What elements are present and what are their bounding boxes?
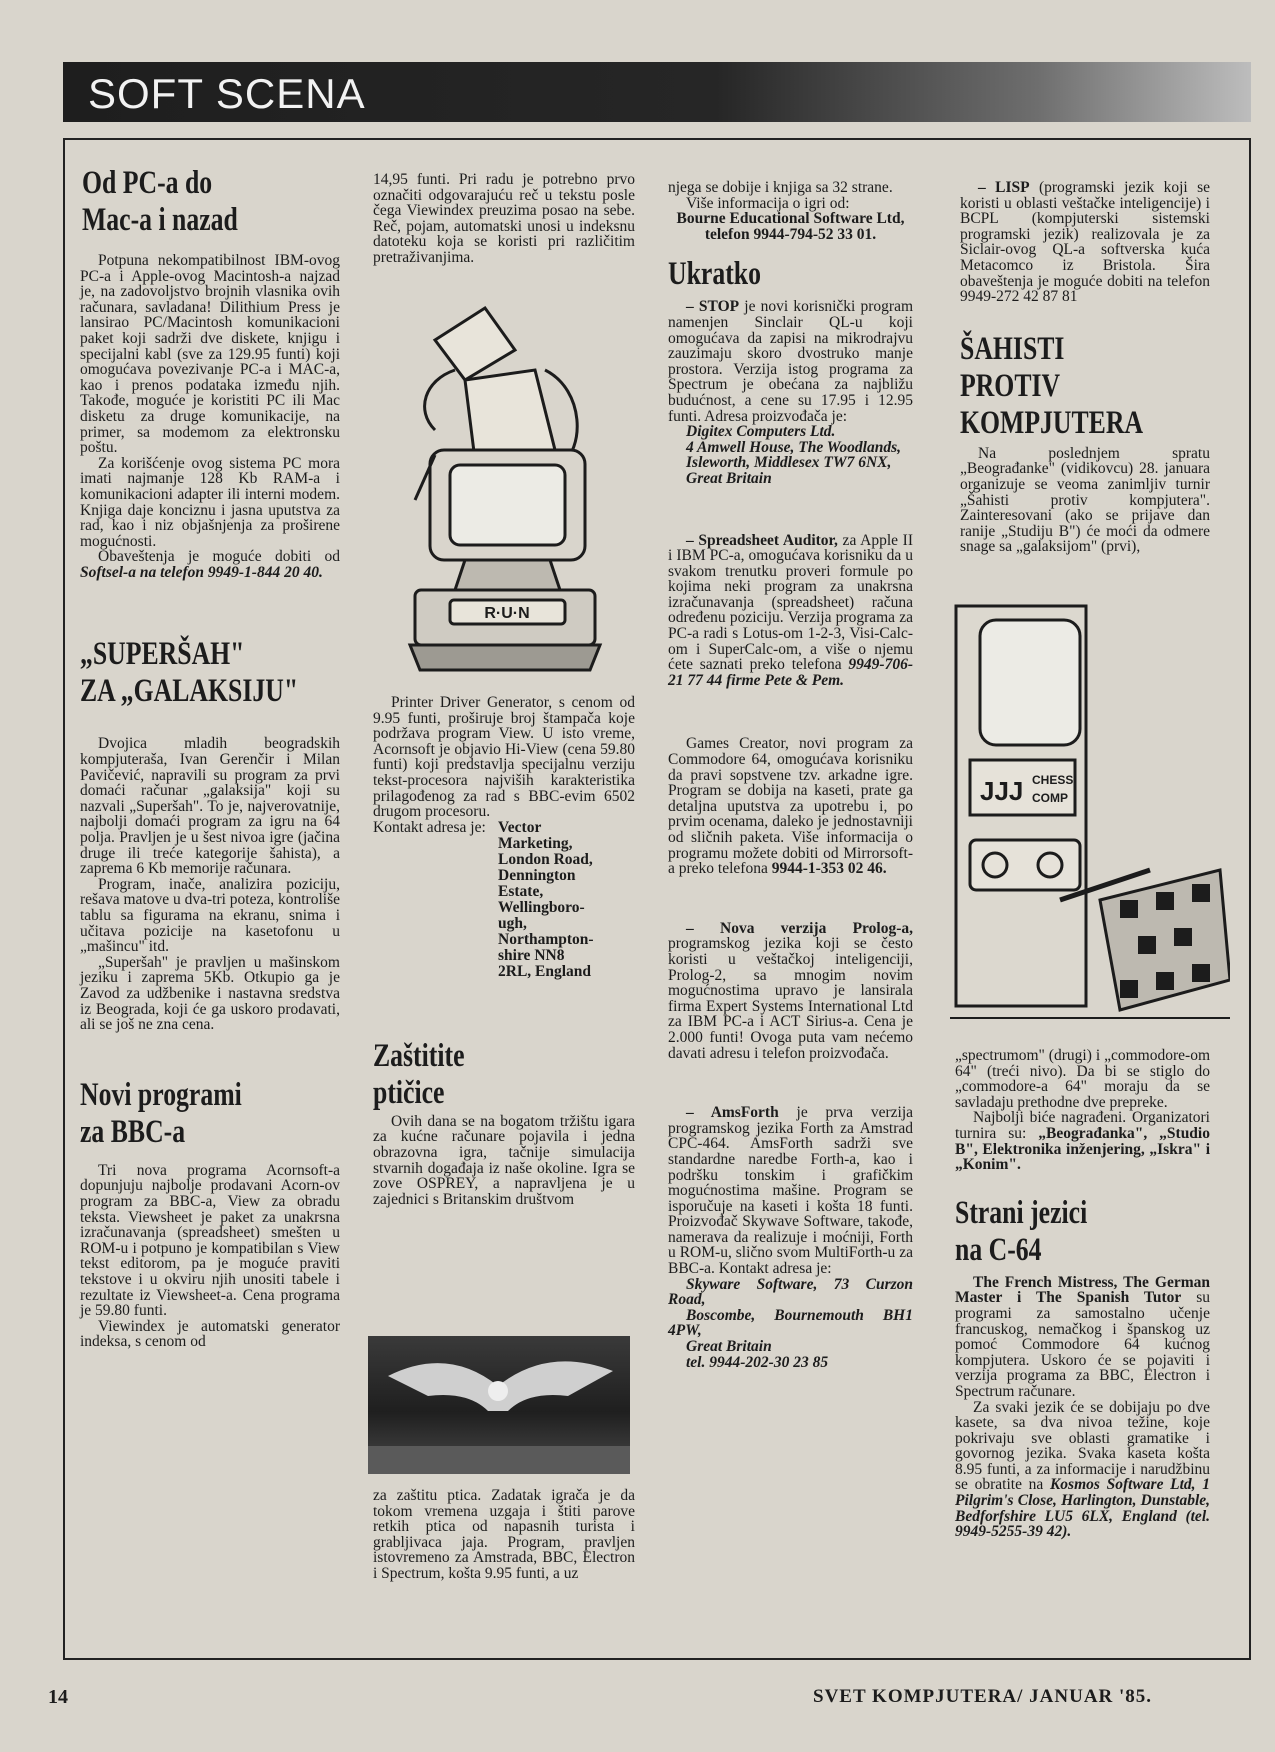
column-1: [80, 165, 340, 1350]
paragraph: Dvojica mladih beogradskih kompjuteraša, Ivan Gerenčir i Milan Pavičević, napravili su program za prvi domaći računar „galaksija" koji su nazvali „Superšah". To je, najverovatnije, najbolji domaći program za igru na 64 polja. Pravljen je u šest nivoa igre (jačina druge ili treće kategorije šahista), a zaprema 6 Kb memorije računara.: [80, 735, 340, 878]
paragraph: Najbolji biće nagrađeni. Organizatori turnira su: „Beograđanka", „Studio B", Elektronika inženjering, „Iskra" i „Konim".: [955, 1109, 1210, 1174]
article-title: „SUPERŠAH": [80, 636, 245, 673]
article-title: Zaštitite: [373, 1037, 465, 1074]
paragraph: Printer Driver Generator, s cenom od 9.95 funti, proširuje broj štampača koje podržava program View. U isto vreme, Acornsoft je objavio Hi-View (cena 59.80 funti) koji predstavlja specijalnu verziju tekst-procesora najviših karakteristika prilagođenog za rad s BBC-evim 6502 drugom procesoru.: [373, 694, 635, 821]
column-4: [960, 180, 1210, 555]
run-label: R·U·N: [484, 605, 530, 622]
column-2: [373, 172, 635, 266]
paragraph: Tri nova programa Acornsoft-a dopunjuju najbolje prodavani Acorn-ov program za BBC-a, View za obradu teksta. Viewsheet je paket za unakrsna izračunavanja (spreadsheet) smešten u ROM-u i potpuno je kompatibilan s View tekst editorom, pa je moguće praviti tekstove i u okviru njih unositi tabele i rezultate iz Viewsheet-a. Cena programa je 59.80 funti.: [80, 1161, 340, 1320]
paragraph: – Nova verzija Prolog-a, programskog jezika koji se često koristi u veštačkoj inteligenciji, Prolog-2, sa mnogim novim mogućnostima upravo je lansirala firma Expert Systems International Ltd za IBM PC-a i ACT Sirius-a. Cena je 2.000 funti! Ovoga puta vam nećemo davati adresu i telefon proizvođača.: [668, 919, 913, 1062]
article-title: Mac-a i nazad: [82, 202, 238, 238]
section-title: SOFT SCENA: [88, 70, 366, 117]
paragraph: „spectrumom" (drugi) i „commodore-om 64" (treći nivo). Da bi se stiglo do „commodore-a 64" moraju da se savladaju prethodne dve prepreke.: [955, 1047, 1210, 1111]
magazine-footer: SVET KOMPJUTERA/ JANUAR '85.: [813, 1686, 1153, 1707]
contact-address: Kontakt adresa je: Vector Marketing, London Road, Dennington Estate, Wellingboro- ugh, Northampton- shire NN8 2RL, England: [373, 818, 594, 980]
article-title: na C-64: [955, 1231, 1042, 1268]
contact-line: Bourne Educational Software Ltd, telefon 9944-794-52 33 01.: [676, 210, 905, 243]
column-2c: [373, 1488, 635, 1582]
paragraph: Više informacija o igri od:: [686, 194, 850, 212]
paragraph: – STOP je novi korisnički program namenjen Sinclair QL-u koji omogućava da zapisi na mikrodrajvu zauzimaju skoro dvostruko manje prostora. Verzija istog programa za Spectrum je obećana za najbližu budućnost, a cene su 17.95 i 12.95 funti. Adresa proizvođača je:: [668, 298, 914, 425]
article-title: za BBC-a: [80, 1113, 186, 1150]
article-title: KOMPJUTERA: [960, 404, 1144, 441]
paragraph: Viewindex je automatski generator indeksa, s cenom od: [80, 1317, 340, 1351]
column-2b: [373, 695, 635, 1207]
chess-label: CHESS: [1032, 773, 1074, 787]
paragraph: Za svaki jezik će se dobijaju po dve kasete, sa dva nivoa težine, koje pokrivaju sve oblasti gramatike i govornog jezika. Svaka kaseta košta 8.95 funti, a za informacije i narudžbinu se obratite na Kosmos Software Ltd, 1 Pilgrim's Close, Harlington, Dunstable, Bedforfshire LU5 6LX, England (tel. 9949-5255-39 42).: [955, 1398, 1210, 1541]
chess-label: COMP: [1032, 791, 1068, 805]
paragraph: njega se dobije i knjiga sa 32 strane.: [668, 179, 893, 196]
paragraph: Na poslednjem spratu „Beograđanke" (vidikovcu) 28. januara organizuje se veoma zanimljiv turnir „Šahisti protiv kompjutera". Zainteresovani (ako se prijave dan ranije „Studiju B") će moći da odmere snage sa „galaksijom" (prvi),: [960, 444, 1210, 556]
paragraph: The French Mistress, The German Master i The Spanish Tutor su programi za samostalno učenje francuskog, nemačkog i španskog uz pomoć Commodore 64 kućnog kompjutera. Uskoro će se pojaviti i verzija programa za BBC, Electron i Spectrum računare.: [955, 1273, 1210, 1400]
article-title: PROTIV: [960, 367, 1061, 404]
article-title: ŠAHISTI: [960, 330, 1065, 367]
article-title: ptičice: [373, 1074, 445, 1111]
paragraph: – Spreadsheet Auditor, za Apple II i IBM PC-a, omogućava korisniku da u svakom trenutku proveri formule po kojima neki program za unakrsna izračunavanja (spreadsheet) računa određenu poziciju. Verzija programa za PC-a radi s Lotus-om 1-2-3, Visi-Calc-om i SuperCalc-om, a više o njemu ćete saznati preko telefona 9949-706-21 77 44 firme Pete & Pem.: [668, 531, 914, 689]
paragraph: – LISP (programski jezik koji se koristi u oblasti veštačke inteligencije) i BCPL (kompjuterski sistemski programski jezik) realizovala je za Siclair-ovog QL-a softverska kuća Metacomco iz Bristola. Šira obaveštenja je moguće dobiti na telefon 9949-272 42 87 81: [960, 179, 1210, 306]
computer-run-illustration: [395, 300, 615, 680]
paragraph: Program, inače, analizira poziciju, rešava matove u dva-tri poteza, kontroliše tablu sa figurama na ekranu, snima i učitava pozicije na kasetofonu u „mašincu" itd.: [80, 875, 340, 956]
article-title: Ukratko: [668, 256, 761, 293]
paragraph: Obaveštenja je moguće dobiti od Softsel-a na telefon 9949-1-844 20 40.: [80, 548, 340, 581]
column-4b: [955, 1048, 1210, 1540]
paragraph: – AmsForth je prva verzija programskog jezika Forth za Amstrad CPC-464. AmsForth sadrži sve standardne naredbe Forth-a, kao i podršku tonskim i grafičkim mogućnostima mašine. Program se isporučuje na kaseti i košta 18 funti. Proizvođač Skywave Software, takođe, namerava da realizuje i moćniji, Forth u ROM-u, slično svom MultiForth-u za BBC-a. Kontakt adresa je:: [668, 1104, 913, 1278]
article-title: ZA „GALAKSIJU": [80, 673, 299, 710]
article-title: Strani jezici: [955, 1194, 1088, 1231]
paragraph: za zaštitu ptica. Zadatak igrača je da tokom vremena uzgaja i štiti parove retkih ptica od napasnih turista i grabljivaca jaja. Program, pravljen istovremeno za Amstrada, BBC, Electron i Spectrum, košta 9.95 funti, a uz: [373, 1487, 635, 1582]
article-title: Novi programi: [80, 1076, 242, 1113]
chess-computer-illustration: [950, 600, 1230, 1040]
paragraph: „Superšah" je pravljen u mašinskom jeziku i zaprema 5Kb. Otkupio ga je Zavod za udžbenike i nastavna sredstva iz Beograda, koji će ga uskoro prodavati, ali se još ne zna cena.: [80, 953, 340, 1034]
osprey-photo: [368, 1336, 630, 1474]
column-3: njega se dobije i knjiga sa 32 strane. Više informacija o igri od: Bourne Educational Software Ltd, telefon 9944-794-52 33 01. Ukratko – STOP je novi korisnički program namenjen Sinclair QL-u koji omogućava da zapisi na mikrodrajvu zauzimaju skoro dvostruko manje prostora. Verzija istog programa za Spectrum je obećana za najbližu budućnost, a cene su 17.95 i 12.95 funti. Adresa proizvođača je: Digitex Computers Ltd. 4 Amwell House, The Woodlands, Isleworth, Middlesex TW7 6NX, Great Britain – Spreadsheet Auditor, za Apple II i IBM PC-a, omogućava korisniku da u svakom trenutku proveri formule po kojima neki program za unakrsna izračunavanja (spreadsheet) računa određenu poziciju. Verzija programa za PC-a radi s Lotus-om 1-2-3, Visi-Calc-om i SuperCalc-om, a više o njemu ćete saznati preko telefona 9949-706-21 77 44 firme Pete & Pem. Games Creator, novi program za Commodore 64, omogućava korisniku da pravi sopstvene tzv. arkadne igre. Program se dobija na kaseti, prate ga detaljna uputstva za upotrebu i, po prvim ocenama, daleko je jednostavniji od sličnih paketa. Više informacija o programu možete dobiti od Mirrorsoft-a preko telefona 9944-1-353 02 46. – Nova verzija Prolog-a, programskog jezika koji se često koristi u veštačkoj inteligenciji, Prolog-2, sa mnogim novim mogućnostima upravo je lansirala firma Expert Systems International Ltd za IBM PC-a i ACT Sirius-a. Cena je 2.000 funti! Ovoga puta vam nećemo davati adresu i telefon proizvođača. – AmsForth je prva verzija programskog jezika Forth za Amstrad CPC-464. AmsForth sadrži sve standardne naredbe Forth-a, kao i podršku tonskim i grafičkim mogućnostima mašine. Program se isporučuje na kaseti i košta 18 funti. Proizvođač Skywave Software, takođe, namerava da realizuje i moćniji, Forth u ROM-u, slično svom MultiForth-u za BBC-a. Kontakt adresa je: Skyware Software, 73 Curzon Road, Boscombe, Bournemouth BH1 4PW, Great Britain tel. 9944-202-30 23 85: [668, 179, 914, 1371]
article-title: Od PC-a do: [82, 165, 213, 201]
paragraph: Potpuna nekompatibilnost IBM-ovog PC-a i Apple-ovog Macintosh-a najzad je, na zadovoljstvo brojnih vlasnika ovih računara, savladana! Dilithium Press je lansirao PC/Macintosh komunikacioni paket koji sadrži dve diskete, knjigu i specijalni kabl (sve za 129.95 funti) koji omogućava povezivanje PC-a i MAC-a, kao i prenos podataka između njih. Takođe, moguće je koristiti PC ili Mac disketu za druge komunikacije, na primer, sa modemom za elektronsku poštu.: [80, 252, 340, 457]
chess-mark: JJJ: [980, 776, 1024, 806]
paragraph: Za korišćenje ovog sistema PC mora imati najmanje 128 Kb RAM-a i komunikacioni adapter ili interni modem. Knjiga daje konciznu i jasna uputstva za rad, kao i niz objašnjenja za proširene mogućnosti.: [80, 454, 340, 550]
paragraph: 14,95 funti. Pri radu je potrebno prvo označiti odgovarajuću reč u tekstu posle čega Viewindex preuzima posao na sebe. Reč, pojam, automatski unosi u indeksnu datoteku koja se koristi pri različitim pretraživanjima.: [373, 171, 635, 266]
paragraph: Games Creator, novi program za Commodore 64, omogućava korisniku da pravi sopstvene tzv. arkadne igre. Program se dobija na kaseti, prate ga detaljna uputstva za upotrebu i, po prvim ocenama, daleko je jednostavniji od sličnih paketa. Više informacija o programu možete dobiti od Mirrorsoft-a preko telefona 9944-1-353 02 46.: [668, 735, 913, 878]
page-number: 14: [48, 1686, 68, 1708]
paragraph: Ovih dana se na bogatom tržištu igara za kućne računare pojavila i jedna obrazovna igra, tačnije simulacija stvarnih događaja iz naše okoline. Igra se zove OSPREY, a napravljena je u zajednici s Britanskim društvom: [373, 1112, 635, 1208]
